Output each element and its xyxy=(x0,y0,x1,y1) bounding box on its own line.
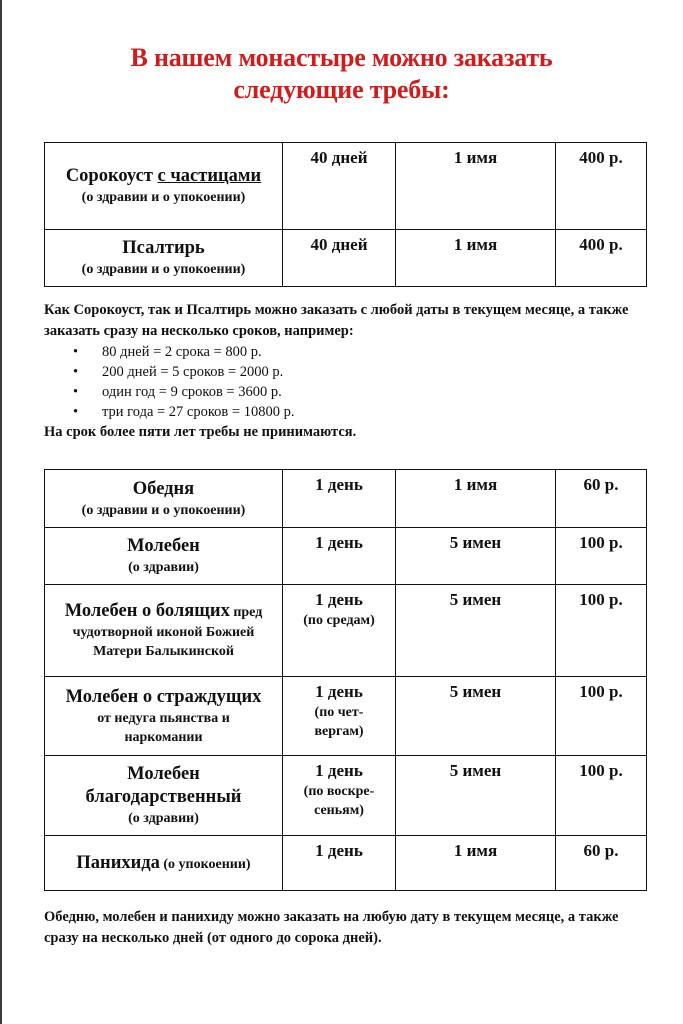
service-subtitle: (о здравии и о упокоении) xyxy=(81,190,246,205)
service-name-underlined: с частицами xyxy=(157,166,262,186)
note-text: Как Сорокоуст, так и Псалтирь можно заказать с любой даты в текущем месяце, а также заказать сразу на несколько сроков, например: xyxy=(44,302,629,339)
service-name xyxy=(45,165,282,188)
names-cell: 1 имя xyxy=(396,470,556,528)
duration-cell xyxy=(283,585,396,677)
service-name-inline: пред xyxy=(229,605,263,620)
table-row xyxy=(45,677,647,756)
limit-note: На срок более пяти лет требы не принимаются. xyxy=(44,424,357,440)
duration-cell: 1 день xyxy=(283,528,396,585)
service-name-cell xyxy=(45,677,283,756)
long-term-note xyxy=(44,300,644,443)
daily-note: Обедню, молебен и панихиду можно заказать на любую дату в текущем месяце, а также сразу на несколько дней (от одного до сорока дней). xyxy=(44,909,619,946)
service-name-cell xyxy=(45,230,283,287)
price-cell: 100 р. xyxy=(556,677,647,756)
names-cell: 5 имен xyxy=(396,677,556,756)
price-cell: 100 р. xyxy=(556,756,647,836)
list-item: • три года = 27 сроков = 10800 р. xyxy=(102,402,644,422)
service-name: Молебен xyxy=(127,536,200,556)
duration-value: 1 день xyxy=(315,590,363,609)
service-name xyxy=(45,600,282,623)
price-cell: 60 р. xyxy=(556,470,647,528)
duration-value: 1 день xyxy=(315,761,363,780)
duration-cell: 1 день xyxy=(283,836,396,891)
table-row xyxy=(45,470,647,528)
service-name: Обедня xyxy=(132,478,195,499)
price-cell: 400 р. xyxy=(556,230,647,287)
examples-list xyxy=(44,342,644,422)
table-row xyxy=(45,230,647,287)
service-subtitle: чудотворной иконой Божией Матери Балыкинской xyxy=(72,625,255,659)
list-item: • 200 дней = 5 сроков = 2000 р. xyxy=(102,362,644,382)
duration-cell: 40 дней xyxy=(283,143,396,230)
names-cell: 1 имя xyxy=(396,143,556,230)
service-name-cell xyxy=(45,470,283,528)
service-subtitle: (о здравии и о упокоении) xyxy=(81,502,246,518)
table-row xyxy=(45,585,647,677)
services-table-long-term xyxy=(44,142,647,287)
service-name: Молебен о страждущих xyxy=(65,686,262,707)
duration-cell xyxy=(283,756,396,836)
service-name: Псалтирь xyxy=(122,238,205,258)
service-name-text: Молебен о болящих xyxy=(64,601,230,621)
service-name: Молебен благодарственный xyxy=(85,764,242,807)
list-item: • один год = 9 сроков = 3600 р. xyxy=(102,382,644,402)
page-left-edge xyxy=(0,0,2,1024)
page-title xyxy=(0,42,683,106)
service-name-text: Панихида xyxy=(76,852,160,873)
duration-cell: 40 дней xyxy=(283,230,396,287)
duration-cell xyxy=(283,677,396,756)
table-row xyxy=(45,528,647,585)
service-name-cell xyxy=(45,836,283,891)
table-row xyxy=(45,756,647,836)
duration-schedule: (по чет-вергам) xyxy=(314,705,364,739)
service-subtitle: (о здравии) xyxy=(128,560,199,575)
names-cell: 5 имен xyxy=(396,528,556,585)
title-line-2: следующие требы: xyxy=(233,75,450,104)
service-subtitle: (о здравии) xyxy=(128,811,199,826)
service-subtitle: (о здравии и о упокоении) xyxy=(81,262,246,277)
title-line-1: В нашем монастыре можно заказать xyxy=(130,43,553,72)
service-name-cell xyxy=(45,585,283,677)
services-table-daily xyxy=(44,469,647,891)
service-name-cell xyxy=(45,756,283,836)
service-name-text: Сорокоуст xyxy=(65,166,158,186)
duration-cell: 1 день xyxy=(283,470,396,528)
duration-value: 1 день xyxy=(315,682,363,701)
price-cell: 100 р. xyxy=(556,528,647,585)
service-name-inline: (о упокоении) xyxy=(159,856,251,872)
service-name xyxy=(45,852,282,875)
names-cell: 5 имен xyxy=(396,585,556,677)
names-cell: 1 имя xyxy=(396,836,556,891)
service-subtitle: от недуга пьянства и наркомании xyxy=(97,710,230,745)
duration-schedule: (по средам) xyxy=(303,613,375,628)
list-item: • 80 дней = 2 срока = 800 р. xyxy=(102,342,644,362)
names-cell: 5 имен xyxy=(396,756,556,836)
table-row xyxy=(45,836,647,891)
price-cell: 100 р. xyxy=(556,585,647,677)
table-row xyxy=(45,143,647,230)
price-cell: 60 р. xyxy=(556,836,647,891)
price-cell: 400 р. xyxy=(556,143,647,230)
service-name-cell xyxy=(45,528,283,585)
duration-schedule: (по воскре-сеньям) xyxy=(303,784,375,818)
service-name-cell xyxy=(45,143,283,230)
names-cell: 1 имя xyxy=(396,230,556,287)
